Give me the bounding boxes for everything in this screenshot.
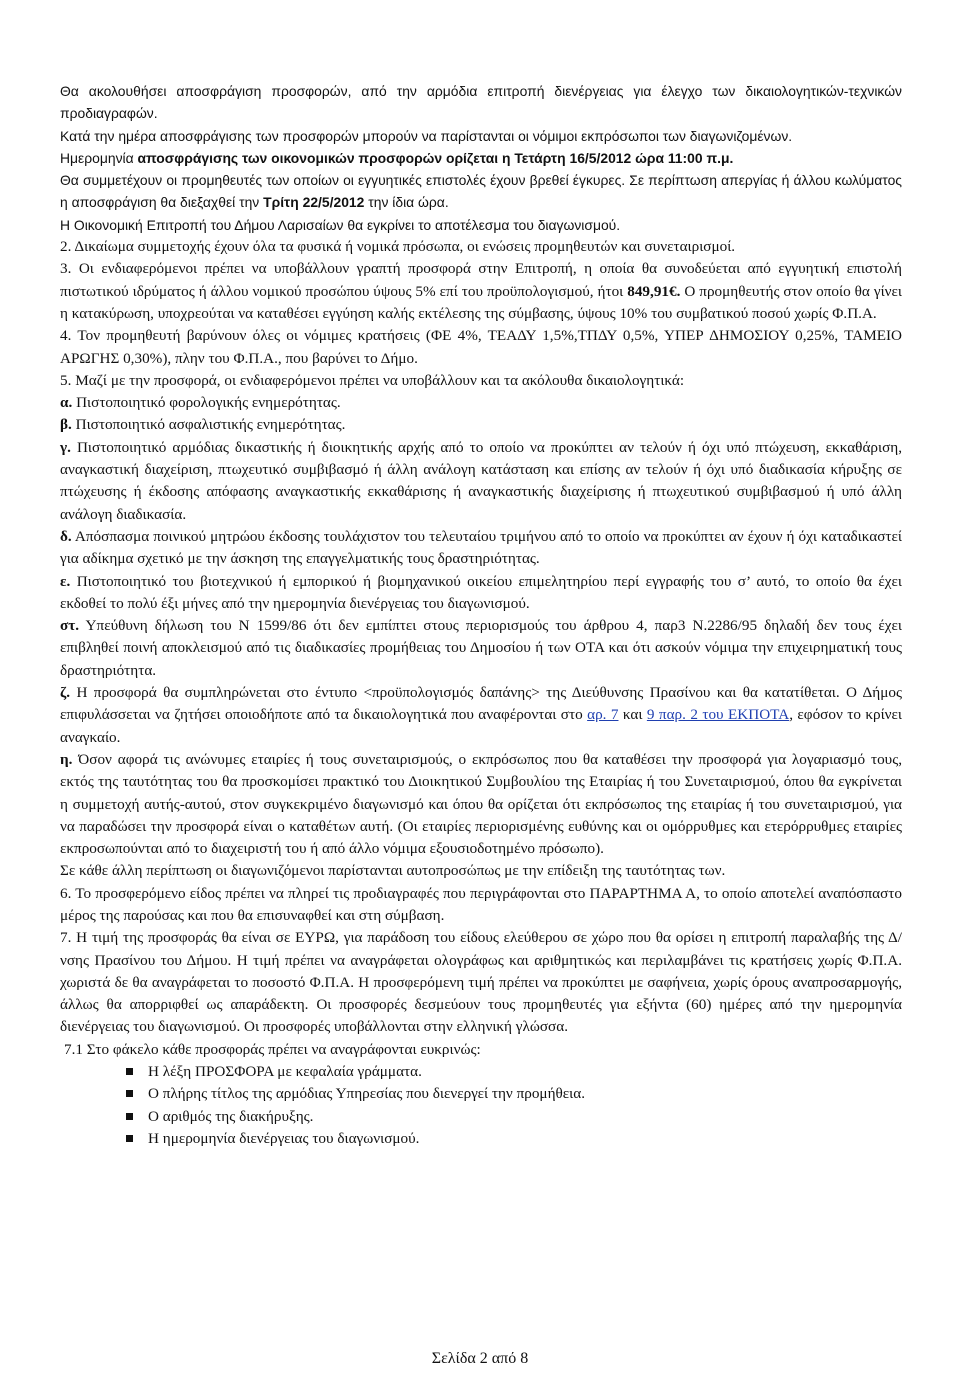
paragraph-6: 6. Το προσφερόμενο είδος πρέπει να πληρεί τις προδιαγραφές που περιγράφονται στο ΠΑΡΑΡΤΗΜΑ Α, το οποίο αποτελεί αναπόσπαστο μέρος της παρούσας και που θα επισυναφθεί και στη σύμβαση. [60, 884, 902, 924]
paragraph-3: 3. Οι ενδιαφερόμενοι πρέπει να υποβάλλουν γραπτή προσφορά στην Επιτροπή, η οποία θα συνοδεύεται από εγγυητική επιστολή πιστωτικού ιδρύματος ή άλλου νομικού προσώπου ύψους 5% επί του προϋπολογισμού, ήτοι 849,91€. Ο προμηθευτής στον οποίο θα γίνει η κατακύρωση, υποχρεούται να καταθέσει εγγύηση καλής εκτέλεσης της σύμβασης, ύψους 10% του συμβατικού ποσού χωρίς Φ.Π.Α. [60, 260, 902, 322]
paragraph-participants: Θα συμμετέχουν οι προμηθευτές των οποίων οι εγγυητικές επιστολές έχουν βρεθεί έγκυρες. Σε περίπτωση απεργίας ή άλλου κωλύματος η αποσφράγιση θα διεξαχθεί την Τρίτη 22/5/2012 την ίδια ώρα. [60, 172, 902, 211]
square-bullet-icon [126, 1135, 133, 1142]
paragraph-5: 5. Μαζί με την προσφορά, οι ενδιαφερόμενοι πρέπει να υποβάλλουν και τα ακόλουθα δικαιολογητικά: [60, 371, 685, 389]
bullet-item: Ο αριθμός της διακήρυξης. [126, 1106, 902, 1128]
paragraph-7-1: 7.1 Στο φάκελο κάθε προσφοράς πρέπει να αναγράφονται ευκρινώς: [64, 1040, 481, 1058]
paragraph-opening: Θα ακολουθήσει αποσφράγιση προσφορών, από την αρμόδια επιτροπή διενέργειας για έλεγχο των δικαιολογητικών-τεχνικών προδιαγραφών. [60, 83, 902, 122]
bullet-item: Ο πλήρης τίτλος της αρμόδιας Υπηρεσίας που διενεργεί την προμήθεια. [126, 1083, 902, 1105]
item-g: γ. Πιστοποιητικό αρμόδιας δικαστικής ή διοικητικής αρχής από το οποίο να προκύπτει αν τελούν ή όχι υπό πτώχευση, εκκαθάριση, αναγκαστική διαχείριση, πτωχευτικό συμβιβασμό ή άλλη ανάλογη κατάσταση και επίσης αν τελούν ή όχι υπό διαδικασία κήρυξης σε πτώχευσης ή έκδοσης απόφασης αναγκαστικής εκκαθάρισης ή αναγκαστικής διαχείρισης ή πτωχευτικού συμβιβασμού ή υπό άλλη ανάλογη διαδικασία. [60, 438, 902, 523]
paragraph-committee: Η Οικονομική Επιτροπή του Δήμου Λαρισαίων θα εγκρίνει το αποτέλεσμα του διαγωνισμού. [60, 216, 621, 233]
square-bullet-icon [126, 1068, 133, 1075]
paragraph-4: 4. Τον προμηθευτή βαρύνουν όλες οι νόμιμες κρατήσεις (ΦΕ 4%, ΤΕΑΔΥ 1,5%,ΤΠΔΥ 0,5%, ΥΠΕΡ ΔΗΜΟΣΙΟΥ 0,25%, ΤΑΜΕΙΟ ΑΡΩΓΗΣ 0,30%), πλην του Φ.Π.Α., που βαρύνει το Δήμο. [60, 327, 902, 367]
link-ekpota[interactable]: 9 παρ. 2 του ΕΚΠΟΤΑ [646, 706, 790, 724]
item-d: δ. Απόσπασμα ποινικού μητρώου έκδοσης τουλάχιστον του τελευταίου τριμήνου από το οποίο να προκύπτει αν έχουν ή όχι καταδικαστεί για αδίκημα σχετικό με την άσκηση της επαγγελματικής τους δραστηριότητας. [60, 527, 902, 568]
item-z: ζ. Η προσφορά θα συμπληρώνεται στο έντυπο <προϋπολογισμός δαπάνης> της Διεύθυνσης Πρασίνου και θα κατατίθεται. Ο Δήμος επιφυλάσσεται να ζητήσει οποιοδήποτε από τα δικαιολογητικά που αναφέρονται στο αρ. 7 και 9 παρ. 2 του ΕΚΠΟΤΑ, εφόσον το κρίνει αναγκαίο. [60, 684, 902, 746]
document-body [60, 80, 902, 1150]
square-bullet-icon [126, 1113, 133, 1120]
page-number: Σελίδα 2 από 8 [431, 1350, 529, 1367]
paragraph-2: 2. Δικαίωμα συμμετοχής έχουν όλα τα φυσικά ή νομικά πρόσωπα, οι ενώσεις προμηθευτών και συνεταιρισμοί. [60, 238, 736, 256]
item-a: α. Πιστοποιητικό φορολογικής ενημερότητας. [60, 394, 341, 412]
bullet-list [60, 1061, 902, 1150]
bullet-item: Η ημερομηνία διενέργειας του διαγωνισμού. [126, 1128, 902, 1150]
item-e: ε. Πιστοποιητικό του βιοτεχνικού ή εμπορικού ή βιομηχανικού οικείου επιμελητηρίου περί εγγραφής του σ’ αυτό, το οποίο θα έχει εκδοθεί το πολύ έξι μήνες από την ημερομηνία διενέργειας του διαγωνισμού. [60, 572, 902, 612]
paragraph-other-case: Σε κάθε άλλη περίπτωση οι διαγωνιζόμενοι παρίστανται αυτοπροσώπως με την επίδειξη της ταυτότητας των. [60, 862, 726, 880]
paragraph-opening-date: Ημερομηνία αποσφράγισης των οικονομικών προσφορών ορίζεται η Τετάρτη 16/5/2012 ώρα 11:00 π.μ. [60, 149, 734, 166]
item-st: στ. Υπεύθυνη δήλωση του Ν 1599/86 ότι δεν εμπίπτει στους περιορισμούς του άρθρου 4, παρ3 Ν.2286/95 δηλαδή δεν τους έχει επιβληθεί ποινή αποκλεισμού από τις διαδικασίες προμήθειας του Δημοσίου ή των ΟΤΑ και ότι ασκούν νόμιμα την επιχειρηματική τους δραστηριότητα. [60, 617, 902, 679]
paragraph-7: 7. Η τιμή της προσφοράς θα είναι σε ΕΥΡΩ, για παράδοση του είδους ελεύθερου σε χώρο που θα ορίσει η επιτροπή παραλαβής της Δ/νσης Πρασίνου του Δήμου. Η τιμή πρέπει να αναγράφεται ολογράφως και αριθμητικώς και περιλαμβάνει τις κρατήσεις χωρίς Φ.Π.Α. χωριστά δε θα αναγράφεται το ποσοστό Φ.Π.Α. Η προσφερόμενη τιμή πρέπει να προκύπτει με σαφήνεια, χωρίς όρους αναπροσαρμογής, άλλως θα απορριφθεί ως απαράδεκτη. Οι προσφορές δεσμεύουν τους προμηθευτές για εξήντα (60) ημέρες από την ημερομηνία διενέργειας του διαγωνισμού. Οι προσφορές υποβάλλονται στην ελληνική γλώσσα. [60, 929, 902, 1036]
square-bullet-icon [126, 1090, 133, 1097]
bullet-item: Η λέξη ΠΡΟΣΦΟΡΑ με κεφαλαία γράμματα. [126, 1061, 902, 1083]
paragraph-attendance: Κατά την ημέρα αποσφράγισης των προσφορών μπορούν να παρίστανται οι νόμιμοι εκπρόσωποι των διαγωνιζομένων. [60, 127, 793, 144]
link-article-7[interactable]: αρ. 7 [587, 706, 619, 724]
item-b: β. Πιστοποιητικό ασφαλιστικής ενημερότητας. [60, 416, 346, 434]
item-h: η. Όσον αφορά τις ανώνυμες εταιρίες ή τους συνεταιρισμούς, ο εκπρόσωπος που θα καταθέσει την προσφορά για λογαριασμό τους, εκτός της ταυτότητας του θα προσκομίσει πρακτικό του Διοικητικού Συμβουλίου της Εταιρίας ή του Συνεταιρισμού, όπου θα εγκρίνεται η συμμετοχή αυτής-αυτού, στον συγκεκριμένο διαγωνισμό και όπου θα ορίζεται ότι εκπρόσωπος της εταιρίας ή του συνεταιρισμού, για να παραδώσει την προσφορά είναι ο καταθέτων αυτή. (Οι εταιρίες περιορισμένης ευθύνης και οι ομόρρυθμες και ετερόρρυθμες εταιρίες εκπροσωπούνται από το διαχειριστή του ή από άλλο νόμιμα εξουσιοδοτημένο πρόσωπο). [60, 750, 902, 858]
